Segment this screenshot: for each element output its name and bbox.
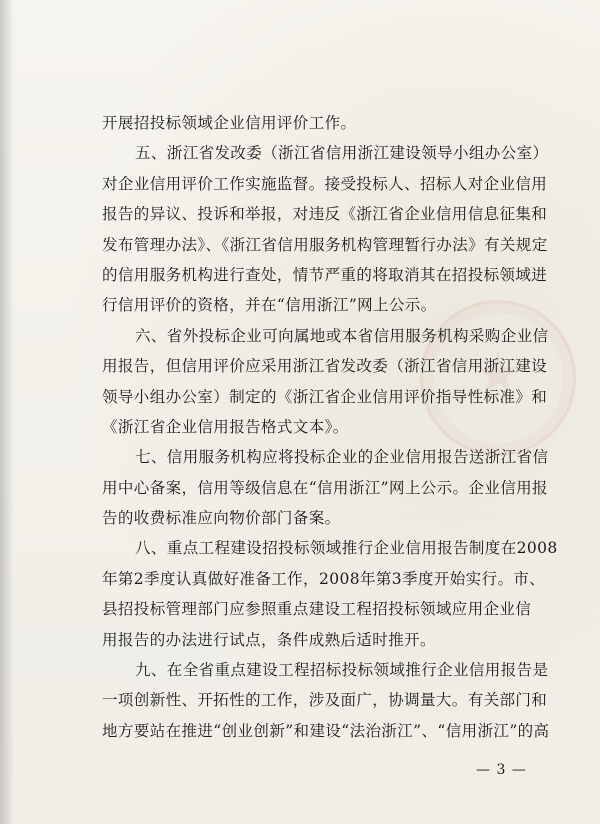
- text-line: 对企业信用评价工作实施监督。接受投标人、招标人对企业信用: [102, 174, 548, 193]
- text-line: 用中心备案，信用等级信息在“信用浙江”网上公示。企业信用报: [102, 478, 548, 497]
- text-line: 县招投标管理部门应参照重点建设工程招投标领域应用企业信: [102, 600, 532, 619]
- text-line: 年第2季度认真做好准备工作，2008年第3季度开始实行。市、: [102, 569, 546, 588]
- paragraph-7-start: 七、信用服务机构应将投标企业的企业信用报告送浙江省信: [135, 448, 549, 467]
- text-line: 地方要站在推进“创业创新”和建设“法治浙江”、“信用浙江”的高: [102, 721, 550, 740]
- text-line: 开展招投标领域企业信用评价工作。: [102, 114, 357, 132]
- paragraph-5-start: 五、浙江省发改委（浙江省信用浙江建设领导小组办公室）: [135, 144, 549, 163]
- text-line: 发布管理办法》、《浙江省信用服务机构管理暂行办法》有关规定: [102, 235, 548, 254]
- text-line: 用报告，但信用评价应采用浙江省发改委（浙江省信用浙江建设: [102, 357, 548, 376]
- page-number: — 3 —: [476, 762, 527, 778]
- text-line: 的信用服务机构进行查处，情节严重的将取消其在招投标领域进: [102, 265, 548, 284]
- paragraph-8-start: 八、重点工程建设招投标领域推行企业信用报告制度在2008: [135, 539, 558, 558]
- text-line: 告的收费标准应向物价部门备案。: [102, 509, 341, 528]
- text-line: 报告的异议、投诉和举报，对违反《浙江省企业信用信息征集和: [102, 205, 548, 224]
- text-line: 领导小组办公室）制定的《浙江省企业信用评价指导性标准》和: [102, 387, 548, 406]
- body-text: [102, 108, 558, 746]
- text-line: 行信用评价的资格，并在“信用浙江”网上公示。: [102, 296, 437, 315]
- paragraph-6-start: 六、省外投标企业可向属地或本省信用服务机构采购企业信: [135, 326, 549, 345]
- text-line: 《浙江省企业信用报告格式文本》。: [102, 417, 349, 436]
- text-line: 用报告的办法进行试点，条件成熟后适时推开。: [102, 630, 436, 649]
- text-line: 一项创新性、开拓性的工作，涉及面广，协调量大。有关部门和: [102, 691, 548, 710]
- paragraph-9-start: 九、在全省重点建设工程招标投标领域推行企业信用报告是: [135, 661, 549, 680]
